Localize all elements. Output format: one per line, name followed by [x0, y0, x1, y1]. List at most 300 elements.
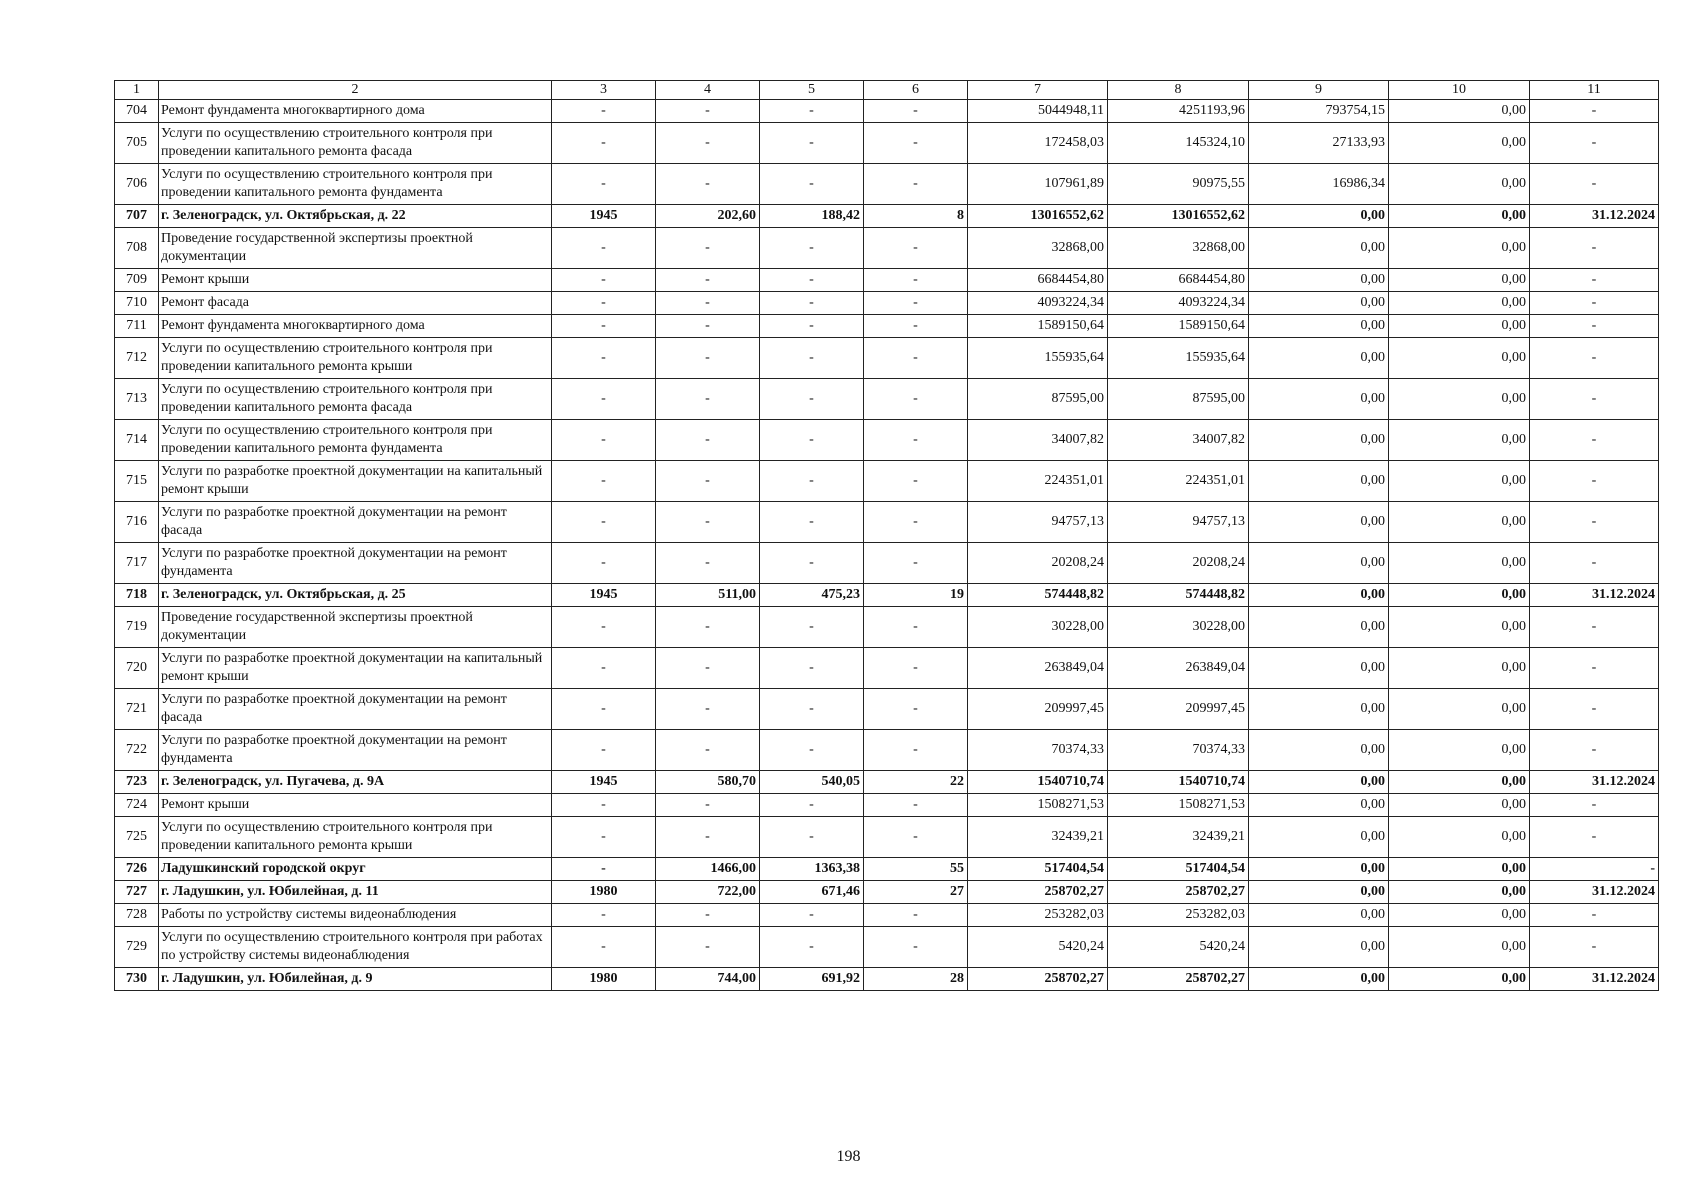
cell-col-3: - [552, 379, 656, 420]
item-description: Услуги по разработке проектной документации на капитальный ремонт крыши [159, 461, 552, 502]
cell-col-6: - [864, 904, 968, 927]
cell-col-10: 0,00 [1389, 461, 1530, 502]
document-table-wrapper [114, 80, 1658, 991]
row-number: 716 [115, 502, 159, 543]
cell-col-8: 224351,01 [1108, 461, 1249, 502]
cell-col-8: 1540710,74 [1108, 771, 1249, 794]
row-number: 711 [115, 315, 159, 338]
cell-col-4: - [656, 689, 760, 730]
cell-col-8: 1589150,64 [1108, 315, 1249, 338]
cell-col-3: 1945 [552, 771, 656, 794]
cell-col-7: 32868,00 [968, 228, 1108, 269]
cell-col-6: - [864, 292, 968, 315]
cell-col-7: 258702,27 [968, 881, 1108, 904]
cell-col-6: 22 [864, 771, 968, 794]
row-number: 717 [115, 543, 159, 584]
cell-col-3: - [552, 543, 656, 584]
cell-col-3: 1945 [552, 205, 656, 228]
cell-col-7: 4093224,34 [968, 292, 1108, 315]
cell-col-11: 31.12.2024 [1530, 881, 1659, 904]
cell-col-11: - [1530, 420, 1659, 461]
cell-col-8: 90975,55 [1108, 164, 1249, 205]
cell-col-8: 32439,21 [1108, 817, 1249, 858]
cell-col-7: 32439,21 [968, 817, 1108, 858]
item-description: Услуги по осуществлению строительного контроля при проведении капитального ремонта крыши [159, 338, 552, 379]
cell-col-5: - [760, 338, 864, 379]
cell-col-5: - [760, 164, 864, 205]
cell-col-5: - [760, 420, 864, 461]
cell-col-10: 0,00 [1389, 269, 1530, 292]
cell-col-4: - [656, 420, 760, 461]
cell-col-6: 28 [864, 968, 968, 991]
item-description: Работы по устройству системы видеонаблюдения [159, 904, 552, 927]
cell-col-10: 0,00 [1389, 584, 1530, 607]
cell-col-5: 540,05 [760, 771, 864, 794]
table-row [115, 420, 1659, 461]
cell-col-10: 0,00 [1389, 420, 1530, 461]
cell-col-11: - [1530, 379, 1659, 420]
header-cell-11: 11 [1530, 81, 1659, 100]
cell-col-3: - [552, 164, 656, 205]
cell-col-11: - [1530, 338, 1659, 379]
cell-col-8: 145324,10 [1108, 123, 1249, 164]
row-number: 710 [115, 292, 159, 315]
cell-col-5: 671,46 [760, 881, 864, 904]
cell-col-3: - [552, 502, 656, 543]
cell-col-11: - [1530, 461, 1659, 502]
budget-table [114, 80, 1659, 991]
cell-col-11: - [1530, 502, 1659, 543]
item-description: Проведение государственной экспертизы проектной документации [159, 228, 552, 269]
cell-col-5: - [760, 730, 864, 771]
cell-col-4: 511,00 [656, 584, 760, 607]
cell-col-6: - [864, 461, 968, 502]
cell-col-9: 0,00 [1249, 817, 1389, 858]
page-number: 198 [836, 1148, 861, 1165]
item-description: Услуги по осуществлению строительного контроля при проведении капитального ремонта крыши [159, 817, 552, 858]
cell-col-10: 0,00 [1389, 338, 1530, 379]
cell-col-5: 1363,38 [760, 858, 864, 881]
cell-col-8: 87595,00 [1108, 379, 1249, 420]
cell-col-11: 31.12.2024 [1530, 771, 1659, 794]
cell-col-8: 4251193,96 [1108, 100, 1249, 123]
item-description: Услуги по разработке проектной документации на капитальный ремонт крыши [159, 648, 552, 689]
cell-col-6: - [864, 420, 968, 461]
item-description: Ремонт крыши [159, 269, 552, 292]
cell-col-9: 0,00 [1249, 648, 1389, 689]
cell-col-6: - [864, 730, 968, 771]
cell-col-9: 0,00 [1249, 858, 1389, 881]
table-row [115, 228, 1659, 269]
header-cell-3: 3 [552, 81, 656, 100]
table-row [115, 817, 1659, 858]
cell-col-8: 30228,00 [1108, 607, 1249, 648]
cell-col-11: - [1530, 269, 1659, 292]
cell-col-3: - [552, 794, 656, 817]
item-description: Услуги по разработке проектной документации на ремонт фасада [159, 502, 552, 543]
row-number: 714 [115, 420, 159, 461]
cell-col-7: 224351,01 [968, 461, 1108, 502]
item-description: Услуги по разработке проектной документации на ремонт фундамента [159, 543, 552, 584]
cell-col-10: 0,00 [1389, 858, 1530, 881]
cell-col-9: 0,00 [1249, 338, 1389, 379]
cell-col-3: - [552, 904, 656, 927]
cell-col-7: 1508271,53 [968, 794, 1108, 817]
cell-col-10: 0,00 [1389, 968, 1530, 991]
item-description: Ремонт фасада [159, 292, 552, 315]
cell-col-6: - [864, 379, 968, 420]
cell-col-6: - [864, 164, 968, 205]
table-row [115, 927, 1659, 968]
table-row [115, 607, 1659, 648]
cell-col-10: 0,00 [1389, 607, 1530, 648]
cell-col-4: - [656, 228, 760, 269]
row-number: 713 [115, 379, 159, 420]
cell-col-5: - [760, 502, 864, 543]
cell-col-9: 793754,15 [1249, 100, 1389, 123]
cell-col-9: 0,00 [1249, 420, 1389, 461]
cell-col-6: - [864, 315, 968, 338]
cell-col-9: 0,00 [1249, 689, 1389, 730]
cell-col-6: - [864, 607, 968, 648]
cell-col-7: 253282,03 [968, 904, 1108, 927]
cell-col-7: 209997,45 [968, 689, 1108, 730]
cell-col-7: 1540710,74 [968, 771, 1108, 794]
header-cell-10: 10 [1389, 81, 1530, 100]
cell-col-10: 0,00 [1389, 164, 1530, 205]
cell-col-10: 0,00 [1389, 794, 1530, 817]
cell-col-10: 0,00 [1389, 817, 1530, 858]
cell-col-9: 0,00 [1249, 543, 1389, 584]
cell-col-10: 0,00 [1389, 315, 1530, 338]
cell-col-4: - [656, 794, 760, 817]
cell-col-8: 6684454,80 [1108, 269, 1249, 292]
cell-col-11: - [1530, 292, 1659, 315]
cell-col-7: 1589150,64 [968, 315, 1108, 338]
table-row [115, 502, 1659, 543]
item-description: Услуги по разработке проектной документации на ремонт фасада [159, 689, 552, 730]
cell-col-11: 31.12.2024 [1530, 584, 1659, 607]
item-description: Услуги по осуществлению строительного контроля при работах по устройству системы видеонаблюдения [159, 927, 552, 968]
cell-col-3: - [552, 338, 656, 379]
cell-col-8: 4093224,34 [1108, 292, 1249, 315]
row-number: 729 [115, 927, 159, 968]
cell-col-11: - [1530, 228, 1659, 269]
cell-col-10: 0,00 [1389, 904, 1530, 927]
item-description: Услуги по осуществлению строительного контроля при проведении капитального ремонта фундамента [159, 420, 552, 461]
cell-col-10: 0,00 [1389, 689, 1530, 730]
cell-col-6: - [864, 543, 968, 584]
table-row [115, 771, 1659, 794]
cell-col-4: 202,60 [656, 205, 760, 228]
row-number: 706 [115, 164, 159, 205]
cell-col-9: 0,00 [1249, 794, 1389, 817]
table-row [115, 794, 1659, 817]
cell-col-6: 27 [864, 881, 968, 904]
header-cell-9: 9 [1249, 81, 1389, 100]
cell-col-7: 20208,24 [968, 543, 1108, 584]
header-cell-1: 1 [115, 81, 159, 100]
cell-col-9: 16986,34 [1249, 164, 1389, 205]
cell-col-3: - [552, 607, 656, 648]
table-row [115, 292, 1659, 315]
cell-col-5: - [760, 379, 864, 420]
cell-col-6: - [864, 123, 968, 164]
cell-col-10: 0,00 [1389, 100, 1530, 123]
cell-col-7: 30228,00 [968, 607, 1108, 648]
cell-col-5: - [760, 607, 864, 648]
item-description: Услуги по осуществлению строительного контроля при проведении капитального ремонта фундамента [159, 164, 552, 205]
column-number-header-row [115, 81, 1659, 100]
row-number: 727 [115, 881, 159, 904]
table-row [115, 648, 1659, 689]
cell-col-9: 0,00 [1249, 730, 1389, 771]
cell-col-7: 13016552,62 [968, 205, 1108, 228]
cell-col-10: 0,00 [1389, 205, 1530, 228]
cell-col-6: - [864, 269, 968, 292]
cell-col-3: 1980 [552, 968, 656, 991]
cell-col-8: 209997,45 [1108, 689, 1249, 730]
row-number: 720 [115, 648, 159, 689]
cell-col-4: - [656, 338, 760, 379]
cell-col-3: - [552, 228, 656, 269]
cell-col-4: - [656, 379, 760, 420]
row-number: 718 [115, 584, 159, 607]
cell-col-7: 6684454,80 [968, 269, 1108, 292]
cell-col-9: 0,00 [1249, 881, 1389, 904]
table-row [115, 205, 1659, 228]
cell-col-10: 0,00 [1389, 502, 1530, 543]
cell-col-5: - [760, 648, 864, 689]
cell-col-3: - [552, 315, 656, 338]
cell-col-11: - [1530, 689, 1659, 730]
row-number: 724 [115, 794, 159, 817]
cell-col-8: 5420,24 [1108, 927, 1249, 968]
cell-col-11: - [1530, 543, 1659, 584]
cell-col-6: - [864, 794, 968, 817]
table-row [115, 338, 1659, 379]
item-description: Услуги по осуществлению строительного контроля при проведении капитального ремонта фасада [159, 123, 552, 164]
row-number: 719 [115, 607, 159, 648]
cell-col-3: - [552, 648, 656, 689]
table-row [115, 164, 1659, 205]
cell-col-8: 263849,04 [1108, 648, 1249, 689]
cell-col-7: 574448,82 [968, 584, 1108, 607]
cell-col-7: 5420,24 [968, 927, 1108, 968]
cell-col-8: 1508271,53 [1108, 794, 1249, 817]
cell-col-7: 5044948,11 [968, 100, 1108, 123]
table-row [115, 689, 1659, 730]
cell-col-7: 258702,27 [968, 968, 1108, 991]
header-cell-6: 6 [864, 81, 968, 100]
cell-col-6: - [864, 100, 968, 123]
cell-col-8: 94757,13 [1108, 502, 1249, 543]
header-cell-4: 4 [656, 81, 760, 100]
cell-col-5: - [760, 794, 864, 817]
table-row [115, 315, 1659, 338]
cell-col-7: 94757,13 [968, 502, 1108, 543]
cell-col-5: 188,42 [760, 205, 864, 228]
cell-col-9: 0,00 [1249, 904, 1389, 927]
cell-col-4: 1466,00 [656, 858, 760, 881]
cell-col-4: - [656, 607, 760, 648]
table-row [115, 461, 1659, 502]
cell-col-4: - [656, 648, 760, 689]
cell-col-6: - [864, 689, 968, 730]
cell-col-6: - [864, 338, 968, 379]
cell-col-10: 0,00 [1389, 292, 1530, 315]
cell-col-9: 27133,93 [1249, 123, 1389, 164]
cell-col-4: - [656, 904, 760, 927]
header-cell-2: 2 [159, 81, 552, 100]
cell-col-8: 258702,27 [1108, 968, 1249, 991]
cell-col-4: 722,00 [656, 881, 760, 904]
cell-col-3: - [552, 420, 656, 461]
row-number: 728 [115, 904, 159, 927]
row-number: 709 [115, 269, 159, 292]
cell-col-5: - [760, 543, 864, 584]
cell-col-4: - [656, 164, 760, 205]
row-number: 707 [115, 205, 159, 228]
cell-col-8: 253282,03 [1108, 904, 1249, 927]
cell-col-9: 0,00 [1249, 968, 1389, 991]
item-description: Проведение государственной экспертизы проектной документации [159, 607, 552, 648]
cell-col-3: - [552, 927, 656, 968]
row-number: 715 [115, 461, 159, 502]
cell-col-4: - [656, 502, 760, 543]
row-number: 723 [115, 771, 159, 794]
cell-col-9: 0,00 [1249, 292, 1389, 315]
cell-col-6: 19 [864, 584, 968, 607]
cell-col-4: - [656, 543, 760, 584]
cell-col-4: - [656, 269, 760, 292]
cell-col-11: 31.12.2024 [1530, 205, 1659, 228]
cell-col-9: 0,00 [1249, 584, 1389, 607]
cell-col-4: 580,70 [656, 771, 760, 794]
table-row [115, 100, 1659, 123]
cell-col-3: - [552, 292, 656, 315]
cell-col-4: - [656, 315, 760, 338]
row-number: 721 [115, 689, 159, 730]
cell-col-10: 0,00 [1389, 379, 1530, 420]
cell-col-4: - [656, 100, 760, 123]
cell-col-8: 32868,00 [1108, 228, 1249, 269]
header-cell-7: 7 [968, 81, 1108, 100]
cell-col-9: 0,00 [1249, 228, 1389, 269]
cell-col-3: - [552, 858, 656, 881]
cell-col-5: - [760, 123, 864, 164]
table-row [115, 123, 1659, 164]
cell-col-11: - [1530, 927, 1659, 968]
cell-col-3: - [552, 817, 656, 858]
cell-col-3: 1945 [552, 584, 656, 607]
table-row [115, 269, 1659, 292]
cell-col-4: - [656, 730, 760, 771]
cell-col-9: 0,00 [1249, 607, 1389, 648]
cell-col-11: - [1530, 817, 1659, 858]
row-number: 726 [115, 858, 159, 881]
cell-col-9: 0,00 [1249, 461, 1389, 502]
cell-col-9: 0,00 [1249, 771, 1389, 794]
cell-col-11: - [1530, 648, 1659, 689]
item-description: г. Ладушкин, ул. Юбилейная, д. 11 [159, 881, 552, 904]
row-number: 730 [115, 968, 159, 991]
row-number: 725 [115, 817, 159, 858]
cell-col-9: 0,00 [1249, 269, 1389, 292]
cell-col-8: 13016552,62 [1108, 205, 1249, 228]
cell-col-10: 0,00 [1389, 771, 1530, 794]
cell-col-11: - [1530, 315, 1659, 338]
cell-col-5: - [760, 228, 864, 269]
cell-col-7: 107961,89 [968, 164, 1108, 205]
cell-col-11: - [1530, 794, 1659, 817]
cell-col-5: - [760, 817, 864, 858]
cell-col-10: 0,00 [1389, 228, 1530, 269]
cell-col-3: - [552, 269, 656, 292]
row-number: 708 [115, 228, 159, 269]
row-number: 722 [115, 730, 159, 771]
cell-col-7: 172458,03 [968, 123, 1108, 164]
cell-col-9: 0,00 [1249, 502, 1389, 543]
cell-col-4: 744,00 [656, 968, 760, 991]
item-description: Услуги по разработке проектной документации на ремонт фундамента [159, 730, 552, 771]
cell-col-5: - [760, 904, 864, 927]
cell-col-9: 0,00 [1249, 927, 1389, 968]
cell-col-6: 55 [864, 858, 968, 881]
cell-col-4: - [656, 927, 760, 968]
cell-col-10: 0,00 [1389, 881, 1530, 904]
cell-col-8: 258702,27 [1108, 881, 1249, 904]
item-description: Ремонт фундамента многоквартирного дома [159, 315, 552, 338]
cell-col-6: 8 [864, 205, 968, 228]
row-number: 712 [115, 338, 159, 379]
cell-col-10: 0,00 [1389, 648, 1530, 689]
cell-col-11: - [1530, 858, 1659, 881]
cell-col-11: - [1530, 730, 1659, 771]
item-description: Ладушкинский городской округ [159, 858, 552, 881]
cell-col-5: - [760, 461, 864, 502]
cell-col-9: 0,00 [1249, 379, 1389, 420]
cell-col-3: - [552, 730, 656, 771]
cell-col-11: 31.12.2024 [1530, 968, 1659, 991]
cell-col-8: 70374,33 [1108, 730, 1249, 771]
table-row [115, 968, 1659, 991]
cell-col-5: - [760, 292, 864, 315]
cell-col-6: - [864, 927, 968, 968]
item-description: г. Ладушкин, ул. Юбилейная, д. 9 [159, 968, 552, 991]
item-description: г. Зеленоградск, ул. Октябрьская, д. 22 [159, 205, 552, 228]
cell-col-3: 1980 [552, 881, 656, 904]
table-row [115, 881, 1659, 904]
cell-col-5: - [760, 100, 864, 123]
cell-col-5: - [760, 927, 864, 968]
cell-col-5: - [760, 315, 864, 338]
table-row [115, 730, 1659, 771]
item-description: г. Зеленоградск, ул. Октябрьская, д. 25 [159, 584, 552, 607]
header-cell-5: 5 [760, 81, 864, 100]
cell-col-4: - [656, 123, 760, 164]
cell-col-10: 0,00 [1389, 123, 1530, 164]
cell-col-7: 34007,82 [968, 420, 1108, 461]
item-description: г. Зеленоградск, ул. Пугачева, д. 9А [159, 771, 552, 794]
item-description: Ремонт фундамента многоквартирного дома [159, 100, 552, 123]
cell-col-9: 0,00 [1249, 315, 1389, 338]
cell-col-8: 155935,64 [1108, 338, 1249, 379]
item-description: Услуги по осуществлению строительного контроля при проведении капитального ремонта фасада [159, 379, 552, 420]
cell-col-6: - [864, 817, 968, 858]
cell-col-5: 475,23 [760, 584, 864, 607]
table-row [115, 584, 1659, 607]
